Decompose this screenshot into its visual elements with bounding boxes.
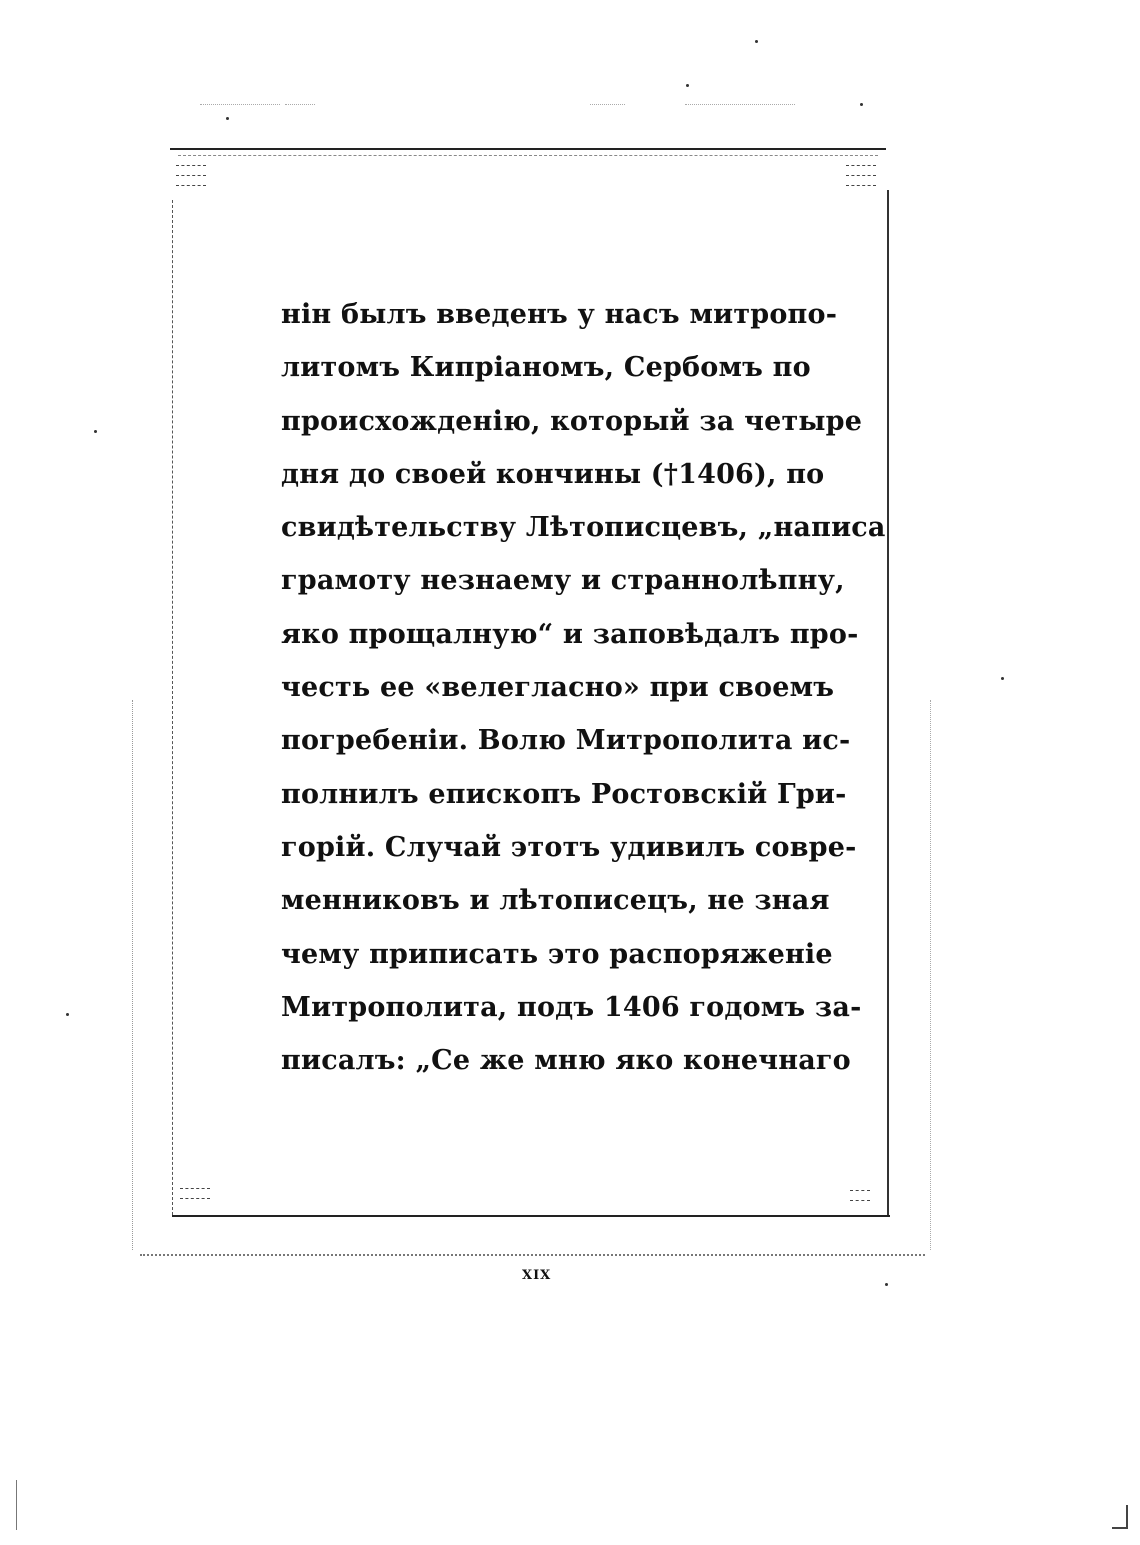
corner-mark-top-right xyxy=(846,165,876,166)
scan-edge-mark xyxy=(16,1480,17,1530)
text-line: честь ее «велегласно» при своемъ xyxy=(281,672,835,704)
text-line: Митрополита, подъ 1406 годомъ за- xyxy=(281,991,862,1023)
frame-bottom-rule xyxy=(172,1215,890,1217)
text-line: горій. Случай этотъ удивилъ совре- xyxy=(281,831,857,863)
corner-mark-bottom-left xyxy=(180,1188,210,1189)
text-line: происхожденію, который за четыре xyxy=(281,405,863,437)
corner-mark-top-left xyxy=(176,185,206,186)
scan-speck xyxy=(1001,677,1004,680)
scan-speck xyxy=(885,1283,888,1286)
corner-mark-bottom-left xyxy=(180,1198,210,1199)
text-line: дня до своей кончины (†1406), по xyxy=(281,458,825,490)
corner-mark-bottom-right xyxy=(850,1190,870,1191)
scan-dots xyxy=(285,104,315,105)
scan-speck xyxy=(226,117,229,120)
page-number: XIX xyxy=(522,1268,552,1283)
dotted-side-rule-right xyxy=(930,700,931,1250)
text-line: полнилъ епископъ Ростовскій Гри- xyxy=(281,778,847,810)
scan-dots xyxy=(200,104,280,105)
dotted-bottom-rule xyxy=(140,1254,925,1256)
text-line: грамоту незнаему и страннолѣпну, xyxy=(281,565,845,597)
corner-mark-top-left xyxy=(176,165,206,166)
text-line: нін былъ введенъ у насъ митропо- xyxy=(281,299,838,330)
scan-speck xyxy=(66,1013,69,1016)
frame-top-rule xyxy=(170,148,886,150)
corner-mark-top-right xyxy=(846,175,876,176)
dotted-side-rule-left xyxy=(132,700,133,1250)
frame-left-rule xyxy=(172,200,173,1215)
scan-dots xyxy=(590,104,625,105)
text-line: чему приписать это распоряженіе xyxy=(281,938,833,970)
text-line: яко прощалную“ и заповѣдалъ про- xyxy=(281,618,859,650)
scan-speck xyxy=(755,40,758,43)
corner-mark-bottom-right xyxy=(850,1200,870,1201)
text-line: погребеніи. Волю Митрополита ис- xyxy=(281,725,851,757)
text-line: свидѣтельству Лѣтописцевъ, „написа xyxy=(281,512,886,544)
scan-speck xyxy=(860,103,863,106)
text-line: писалъ: „Се же мню яко конечнаго xyxy=(281,1045,851,1077)
scan-dots xyxy=(685,104,795,105)
body-text xyxy=(281,288,886,1087)
text-line: литомъ Кипріаномъ, Сербомъ по xyxy=(281,352,811,384)
text-line: менниковъ и лѣтописецъ, не зная xyxy=(281,885,830,917)
corner-mark-top-left xyxy=(176,175,206,176)
frame-right-rule xyxy=(887,190,889,1215)
scan-corner-mark xyxy=(1112,1505,1128,1529)
corner-mark-top-right xyxy=(846,185,876,186)
scan-speck xyxy=(686,84,689,87)
scan-speck xyxy=(94,430,97,433)
frame-top-dashed-rule xyxy=(178,155,878,156)
